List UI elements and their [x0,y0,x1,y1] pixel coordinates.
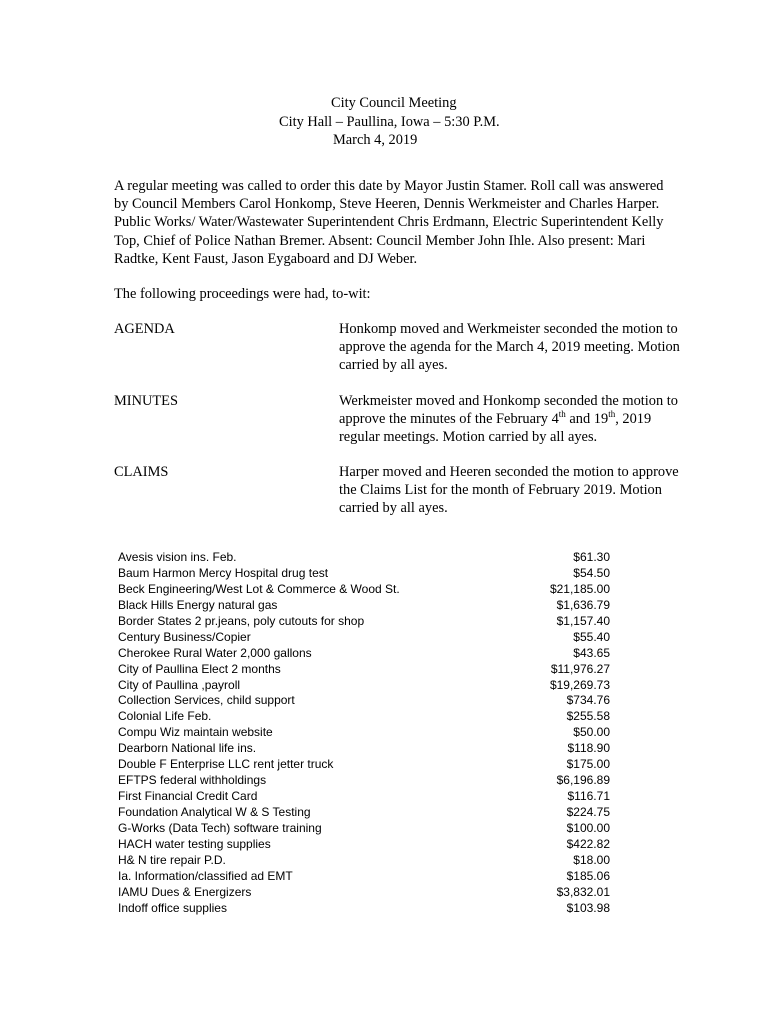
claim-description: Avesis vision ins. Feb. [118,550,237,564]
claim-description: HACH water testing supplies [118,836,271,851]
claim-description: Foundation Analytical W & S Testing [118,805,311,819]
claim-description: Dearborn National life ins. [118,741,257,756]
claim-amount: $18.00 [573,852,610,867]
claim-description: Beck Engineering/West Lot & Commerce & Wood St. [118,581,400,596]
claim-row [118,550,614,566]
claim-row [118,630,614,646]
claim-description: Collection Services, child support [118,693,295,708]
claim-description: City of Paullina ,payroll [118,677,241,692]
claim-amount: $3,832.01 [556,884,610,899]
claim-amount: $224.75 [566,805,610,819]
claim-amount: $6,196.89 [556,773,610,788]
claim-description: City of Paullina Elect 2 months [118,661,281,676]
claim-amount: $175.00 [566,757,610,772]
claim-amount: $422.82 [566,836,610,851]
agenda-label: AGENDA [114,321,175,337]
claim-description: Border States 2 pr.jeans, poly cutouts for shop [118,613,365,628]
claim-amount: $11,976.27 [550,661,610,676]
claim-amount: $1,636.79 [556,597,610,612]
minutes-text [339,392,684,447]
claim-amount: $185.06 [566,868,610,883]
claim-row [118,693,614,709]
claims-label: CLAIMS [114,464,169,480]
minutes-label: MINUTES [114,393,178,409]
claim-amount: $21,185.00 [549,581,610,596]
claim-row [118,662,614,678]
claim-description: Double F Enterprise LLC rent jetter truck [118,757,334,772]
claim-description: Century Business/Copier [118,629,251,644]
claim-amount: $255.58 [566,709,610,724]
claim-row [118,566,614,582]
claim-amount: $43.65 [573,645,610,660]
agenda-text: Honkomp moved and Werkmeister seconded the motion to approve the agenda for the March 4, 2019 meeting. Motion carried by all ayes. [339,321,680,374]
claim-description: IAMU Dues & Energizers [118,884,252,899]
minutes-sup-b: th [608,409,616,420]
minutes-text-a: Werkmeister moved and Honkomp seconded the motion to approve the minutes of the February 4 [339,393,678,428]
claim-amount: $116.71 [567,789,610,804]
claim-row [118,901,614,917]
minutes-sup-a: th [558,409,566,420]
claim-description: H& N tire repair P.D. [118,852,226,867]
meeting-location: City Hall – Paullina, Iowa – 5:30 P.M. [279,114,500,130]
claim-row [118,582,614,598]
claims-list [118,550,614,917]
proceedings-intro: The following proceedings were had, to-wit: [114,286,371,302]
claim-row [118,789,614,805]
claim-row [118,709,614,725]
claim-row [118,837,614,853]
claim-description: Colonial Life Feb. [118,709,212,724]
claim-description: First Financial Credit Card [118,789,258,804]
claim-row [118,725,614,741]
claim-description: G-Works (Data Tech) software training [118,820,322,835]
claim-row [118,885,614,901]
intro-paragraph: A regular meeting was called to order this date by Mayor Justin Stamer. Roll call was answered by Council Members Carol Honkomp, Steve Heeren, Dennis Werkmeister and Charles Harper. Public Works/ Water/Wastewater Superintendent Chris Erdmann, Electric Superintendent Kelly Top, Chief of Police Nathan Bremer. Absent: Council Member John Ihle. Also present: Mari Radtke, Kent Faust, Jason Eygaboard and DJ Weber. [114,178,664,267]
claim-description: Compu Wiz maintain website [118,725,273,740]
claim-description: Indoff office supplies [118,900,227,915]
claim-amount: $50.00 [573,725,610,740]
claim-row [118,757,614,773]
claim-amount: $103.98 [566,900,610,915]
claim-row [118,741,614,757]
claim-row [118,869,614,885]
claim-amount: $61.30 [573,550,610,564]
claim-amount: $19,269.73 [549,677,610,692]
claim-row [118,646,614,662]
claim-row [118,678,614,694]
claim-amount: $118.90 [567,741,610,756]
claim-amount: $734.76 [566,693,610,708]
claim-row [118,805,614,821]
claim-amount: $55.40 [573,629,610,644]
claim-description: Baum Harmon Mercy Hospital drug test [118,565,329,580]
claim-row [118,614,614,630]
claim-row [118,821,614,837]
meeting-date: March 4, 2019 [333,132,418,148]
claim-description: Black Hills Energy natural gas [118,597,278,612]
claim-description: Cherokee Rural Water 2,000 gallons [118,645,312,660]
claim-amount: $100.00 [566,820,610,835]
claim-description: Ia. Information/classified ad EMT [118,868,293,883]
claim-amount: $54.50 [573,565,610,580]
minutes-text-c: , 2019 regular meetings. Motion carried by all ayes. [339,411,652,446]
claim-description: EFTPS federal withholdings [118,773,267,788]
meeting-title: City Council Meeting [331,95,457,111]
claims-text: Harper moved and Heeren seconded the motion to approve the Claims List for the month of February 2019. Motion carried by all ayes. [339,464,679,517]
claim-amount: $1,157.40 [556,613,610,628]
claim-row [118,773,614,789]
claim-row [118,853,614,869]
minutes-text-b: and 19 [565,411,609,428]
claim-row [118,598,614,614]
